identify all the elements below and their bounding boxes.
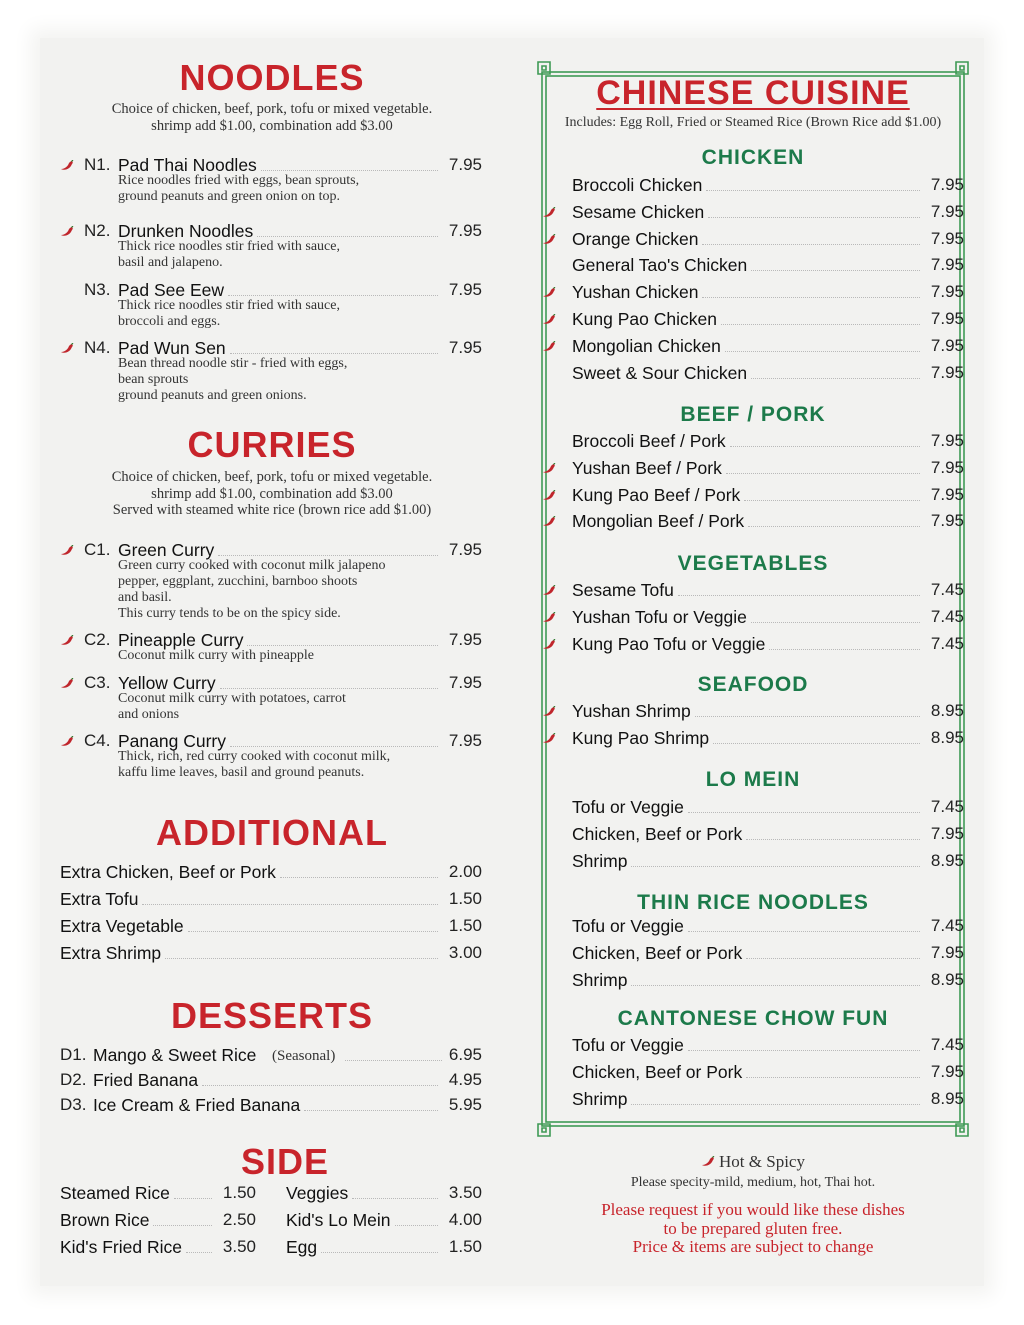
dessert-name: Fried Banana <box>93 1070 199 1090</box>
dotted-leader <box>746 839 920 840</box>
item-description: Green curry cooked with coconut milk jalapeno <box>118 558 386 573</box>
dish-price: 7.45 <box>930 1035 964 1054</box>
spicy-legend-label: Hot & Spicy <box>719 1152 805 1171</box>
dish-price: 8.95 <box>930 969 964 989</box>
chili-pepper-icon <box>542 287 556 299</box>
gluten-free-note-2: to be prepared gluten free. <box>663 1219 843 1238</box>
dish-price: 7.95 <box>930 942 964 962</box>
dish-price: 7.95 <box>930 1061 964 1081</box>
item-code: N1. <box>84 155 111 174</box>
dish-name: Chicken, Beef or Pork <box>572 942 743 963</box>
dish-name: Kung Pao Beef / Pork <box>572 484 741 505</box>
dotted-leader <box>721 324 920 325</box>
item-description: ground peanuts and green onion on top. <box>118 189 341 204</box>
item-price: 7.95 <box>448 540 482 559</box>
dish-name: Tofu or Veggie <box>572 797 684 817</box>
chili-pepper-icon <box>542 585 556 597</box>
item-description: and basil. <box>118 590 172 605</box>
side-heading: SIDE <box>240 1141 330 1182</box>
dish-price: 7.95 <box>930 255 964 275</box>
dotted-leader <box>702 297 920 298</box>
additional-item-name: Extra Vegetable <box>60 916 184 936</box>
item-price: 7.95 <box>448 630 482 649</box>
chili-pepper-icon <box>542 463 556 475</box>
item-price: 7.95 <box>448 673 482 692</box>
item-name: Pad Thai Noodles <box>118 155 257 175</box>
dish-name: Yushan Tofu or Veggie <box>572 606 747 627</box>
chili-pepper-icon <box>60 160 74 172</box>
curries-heading: CURRIES <box>187 424 357 465</box>
dotted-leader <box>257 236 438 237</box>
dotted-leader <box>261 170 438 171</box>
dotted-leader <box>746 958 920 959</box>
dotted-leader <box>304 1110 438 1111</box>
dotted-leader <box>174 1198 212 1199</box>
noodles-subtitle-1: Choice of chicken, beef, pork, tofu or mixed vegetable. <box>111 101 433 117</box>
dotted-leader <box>706 190 920 191</box>
chinese-cuisine-heading: CHINESE CUISINE <box>596 74 910 112</box>
side-item-price: 1.50 <box>448 1237 482 1256</box>
dish-name: Shrimp <box>572 969 628 990</box>
additional-item-name: Extra Tofu <box>60 889 139 909</box>
dotted-leader <box>751 378 920 379</box>
item-description: basil and jalapeno. <box>118 255 223 270</box>
dotted-leader <box>713 743 920 744</box>
section-heading: VEGETABLES <box>677 552 829 575</box>
item-description: Thick rice noodles stir fried with sauce, <box>118 298 340 313</box>
item-code: C1. <box>84 540 111 559</box>
side-item-price: 2.50 <box>222 1210 256 1229</box>
chili-pepper-icon <box>60 678 74 690</box>
dotted-leader <box>631 985 920 986</box>
dotted-leader <box>228 295 438 296</box>
dotted-leader <box>202 1085 438 1086</box>
section-heading: LO MEIN <box>705 768 801 791</box>
dish-price: 7.95 <box>930 823 964 843</box>
dish-name: Kung Pao Chicken <box>572 309 717 329</box>
item-description: Coconut milk curry with potatoes, carrot <box>118 691 346 706</box>
spicy-legend <box>536 1152 970 1173</box>
dish-price: 7.45 <box>930 633 964 653</box>
chili-pepper-icon <box>542 516 556 528</box>
dish-price: 7.95 <box>930 228 964 248</box>
chili-pepper-icon <box>60 635 74 647</box>
dish-name: Yushan Shrimp <box>572 701 691 721</box>
dotted-leader <box>688 812 920 813</box>
dish-price: 7.95 <box>930 511 964 531</box>
dish-price: 7.95 <box>930 201 964 221</box>
dish-price: 7.45 <box>930 606 964 626</box>
item-description: Thick rice noodles stir fried with sauce, <box>118 239 340 254</box>
dish-name: Orange Chicken <box>572 228 699 249</box>
dessert-code: D2. <box>60 1070 87 1089</box>
dish-name: Mongolian Chicken <box>572 335 721 356</box>
dotted-leader <box>688 931 920 932</box>
item-code: C3. <box>84 673 111 692</box>
dotted-leader <box>280 877 438 878</box>
dotted-leader <box>220 688 438 689</box>
dish-price: 7.95 <box>930 431 964 450</box>
dish-name: Yushan Chicken <box>572 282 699 303</box>
dish-price: 8.95 <box>930 701 964 720</box>
dish-price: 7.95 <box>930 335 964 355</box>
noodles-heading: NOODLES <box>179 57 365 98</box>
item-code: N4. <box>84 338 111 357</box>
dish-price: 7.95 <box>930 175 964 194</box>
item-name: Drunken Noodles <box>118 221 254 241</box>
dotted-leader <box>769 649 920 650</box>
curries-subtitle-3: Served with steamed white rice (brown rice add $1.00) <box>112 502 432 518</box>
additional-item-price: 1.50 <box>448 889 482 908</box>
dotted-leader <box>230 353 438 354</box>
dish-name: Kung Pao Tofu or Veggie <box>572 633 766 654</box>
dotted-leader <box>218 555 438 556</box>
dish-price: 7.95 <box>930 484 964 504</box>
dotted-leader <box>708 217 920 218</box>
dessert-code: D1. <box>60 1045 87 1064</box>
dotted-leader <box>746 1077 920 1078</box>
chili-pepper-icon <box>542 314 556 326</box>
additional-item-price: 2.00 <box>448 862 482 881</box>
dotted-leader <box>345 1060 442 1061</box>
dotted-leader <box>247 645 438 646</box>
dish-name: Sweet & Sour Chicken <box>572 362 748 383</box>
item-name: Panang Curry <box>118 731 226 751</box>
price-change-note: Price & items are subject to change <box>632 1237 874 1256</box>
dotted-leader <box>751 270 920 271</box>
additional-item-price: 1.50 <box>448 916 482 935</box>
dish-price: 7.45 <box>930 797 964 816</box>
section-heading: SEAFOOD <box>697 673 809 696</box>
dotted-leader <box>631 1104 920 1105</box>
dotted-leader <box>726 473 920 474</box>
dessert-price: 6.95 <box>448 1045 482 1064</box>
additional-item-price: 3.00 <box>448 943 482 962</box>
dish-name: Tofu or Veggie <box>572 1035 684 1055</box>
dish-price: 7.95 <box>930 457 964 477</box>
dish-name: Chicken, Beef or Pork <box>572 823 743 844</box>
curries-subtitle-1: Choice of chicken, beef, pork, tofu or mixed vegetable. <box>111 469 433 485</box>
section-heading: BEEF / PORK <box>680 403 826 426</box>
dish-price: 7.45 <box>930 580 964 599</box>
spice-level-note: Please specity-mild, medium, hot, Thai hot. <box>630 1175 876 1190</box>
dotted-leader <box>188 931 438 932</box>
item-description: Coconut milk curry with pineapple <box>118 648 314 663</box>
chili-pepper-icon <box>60 736 74 748</box>
dish-price: 7.95 <box>930 362 964 382</box>
side-item-price: 1.50 <box>222 1183 256 1202</box>
chili-pepper-icon <box>542 733 556 745</box>
dotted-leader <box>702 244 920 245</box>
dotted-leader <box>744 500 920 501</box>
side-item-name: Veggies <box>286 1183 349 1203</box>
chili-pepper-icon <box>542 341 556 353</box>
item-description: Bean thread noodle stir - fried with eggs, <box>118 356 348 371</box>
item-code: C4. <box>84 731 111 750</box>
side-item-name: Egg <box>286 1237 318 1257</box>
dotted-leader <box>748 526 920 527</box>
dessert-code: D3. <box>60 1095 87 1114</box>
additional-item-name: Extra Shrimp <box>60 943 162 963</box>
chili-pepper-icon <box>542 612 556 624</box>
chili-pepper-icon <box>542 639 556 651</box>
dotted-leader <box>186 1252 212 1253</box>
dessert-price: 4.95 <box>448 1070 482 1089</box>
item-description: Rice noodles fried with eggs, bean sprouts, <box>118 173 360 188</box>
dessert-price: 5.95 <box>448 1095 482 1114</box>
item-description: broccoli and eggs. <box>118 314 221 329</box>
dotted-leader <box>165 958 438 959</box>
dish-name: Mongolian Beef / Pork <box>572 511 745 532</box>
item-description: and onions <box>118 707 180 722</box>
item-description: kaffu lime leaves, basil and ground peanuts. <box>118 765 365 780</box>
dish-name: Shrimp <box>572 850 628 871</box>
side-item-price: 3.50 <box>448 1183 482 1202</box>
side-item-name: Kid's Lo Mein <box>286 1210 391 1230</box>
dish-price: 8.95 <box>930 727 964 747</box>
dotted-leader <box>730 446 920 447</box>
dish-price: 8.95 <box>930 1088 964 1108</box>
item-code: N2. <box>84 221 111 240</box>
item-price: 7.95 <box>448 731 482 750</box>
item-name: Pad See Eew <box>118 280 225 300</box>
dish-name: Sesame Tofu <box>572 580 674 600</box>
chili-pepper-icon <box>542 207 556 219</box>
section-heading: CANTONESE CHOW FUN <box>617 1007 889 1030</box>
dotted-leader <box>321 1252 438 1253</box>
dotted-leader <box>142 904 438 905</box>
chinese-cuisine-includes: Includes: Egg Roll, Fried or Steamed Rice (Brown Rice add $1.00) <box>564 115 942 130</box>
dish-name: Broccoli Chicken <box>572 175 703 195</box>
dish-price: 7.95 <box>930 309 964 328</box>
side-item-price: 4.00 <box>448 1210 482 1229</box>
dotted-leader <box>725 351 920 352</box>
dish-name: Sesame Chicken <box>572 201 705 222</box>
dotted-leader <box>631 866 920 867</box>
item-price: 7.95 <box>448 221 482 240</box>
dotted-leader <box>153 1225 212 1226</box>
dish-name: Kung Pao Shrimp <box>572 727 710 748</box>
item-name: Yellow Curry <box>118 673 216 693</box>
curries-subtitle-2: shrimp add $1.00, combination add $3.00 <box>151 486 393 502</box>
dish-name: Broccoli Beef / Pork <box>572 431 726 451</box>
chili-pepper-icon <box>60 545 74 557</box>
item-code: C2. <box>84 630 111 649</box>
dish-name: General Tao's Chicken <box>572 255 748 276</box>
dish-price: 8.95 <box>930 850 964 870</box>
gluten-free-note-1: Please request if you would like these dishes <box>601 1200 905 1219</box>
item-description: pepper, eggplant, zucchini, barnboo shoots <box>118 574 358 589</box>
desserts-heading: DESSERTS <box>170 995 374 1036</box>
dotted-leader <box>395 1225 438 1226</box>
side-item-name: Brown Rice <box>60 1210 150 1230</box>
item-name: Pad Wun Sen <box>118 338 226 358</box>
section-heading: THIN RICE NOODLES <box>637 891 869 914</box>
side-item-price: 3.50 <box>222 1237 256 1256</box>
side-item-name: Steamed Rice <box>60 1183 170 1203</box>
item-name: Green Curry <box>118 540 215 560</box>
noodles-subtitle-2: shrimp add $1.00, combination add $3.00 <box>151 118 393 134</box>
item-description: This curry tends to be on the spicy side. <box>118 606 341 621</box>
dish-price: 7.95 <box>930 282 964 302</box>
item-name: Pineapple Curry <box>118 630 244 650</box>
dish-name: Chicken, Beef or Pork <box>572 1061 743 1082</box>
dish-name: Tofu or Veggie <box>572 916 684 936</box>
chili-pepper-icon <box>60 343 74 355</box>
side-item-name: Kid's Fried Rice <box>60 1237 182 1257</box>
dessert-name: Mango & Sweet Rice <box>93 1045 257 1065</box>
chili-pepper-icon <box>701 1153 715 1173</box>
dessert-note: (Seasonal) <box>272 1048 336 1064</box>
item-description: ground peanuts and green onions. <box>118 388 307 403</box>
item-price: 7.95 <box>448 155 482 174</box>
additional-heading: ADDITIONAL <box>156 812 388 853</box>
dessert-name: Ice Cream & Fried Banana <box>93 1095 301 1115</box>
dotted-leader <box>352 1198 438 1199</box>
item-price: 7.95 <box>448 280 482 299</box>
dotted-leader <box>230 746 438 747</box>
dotted-leader <box>678 595 920 596</box>
dish-name: Yushan Beef / Pork <box>572 457 722 478</box>
section-heading: CHICKEN <box>701 146 805 169</box>
item-price: 7.95 <box>448 338 482 357</box>
additional-item-name: Extra Chicken, Beef or Pork <box>60 862 276 882</box>
dotted-leader <box>688 1050 920 1051</box>
item-code: N3. <box>84 280 111 299</box>
chili-pepper-icon <box>60 226 74 238</box>
item-description: bean sprouts <box>118 372 189 387</box>
dish-price: 7.45 <box>930 916 964 935</box>
chili-pepper-icon <box>542 234 556 246</box>
chili-pepper-icon <box>542 490 556 502</box>
chili-pepper-icon <box>542 706 556 718</box>
dotted-leader <box>695 716 920 717</box>
dish-name: Shrimp <box>572 1088 628 1109</box>
item-description: Thick, rich, red curry cooked with coconut milk, <box>118 749 391 764</box>
dotted-leader <box>751 622 920 623</box>
